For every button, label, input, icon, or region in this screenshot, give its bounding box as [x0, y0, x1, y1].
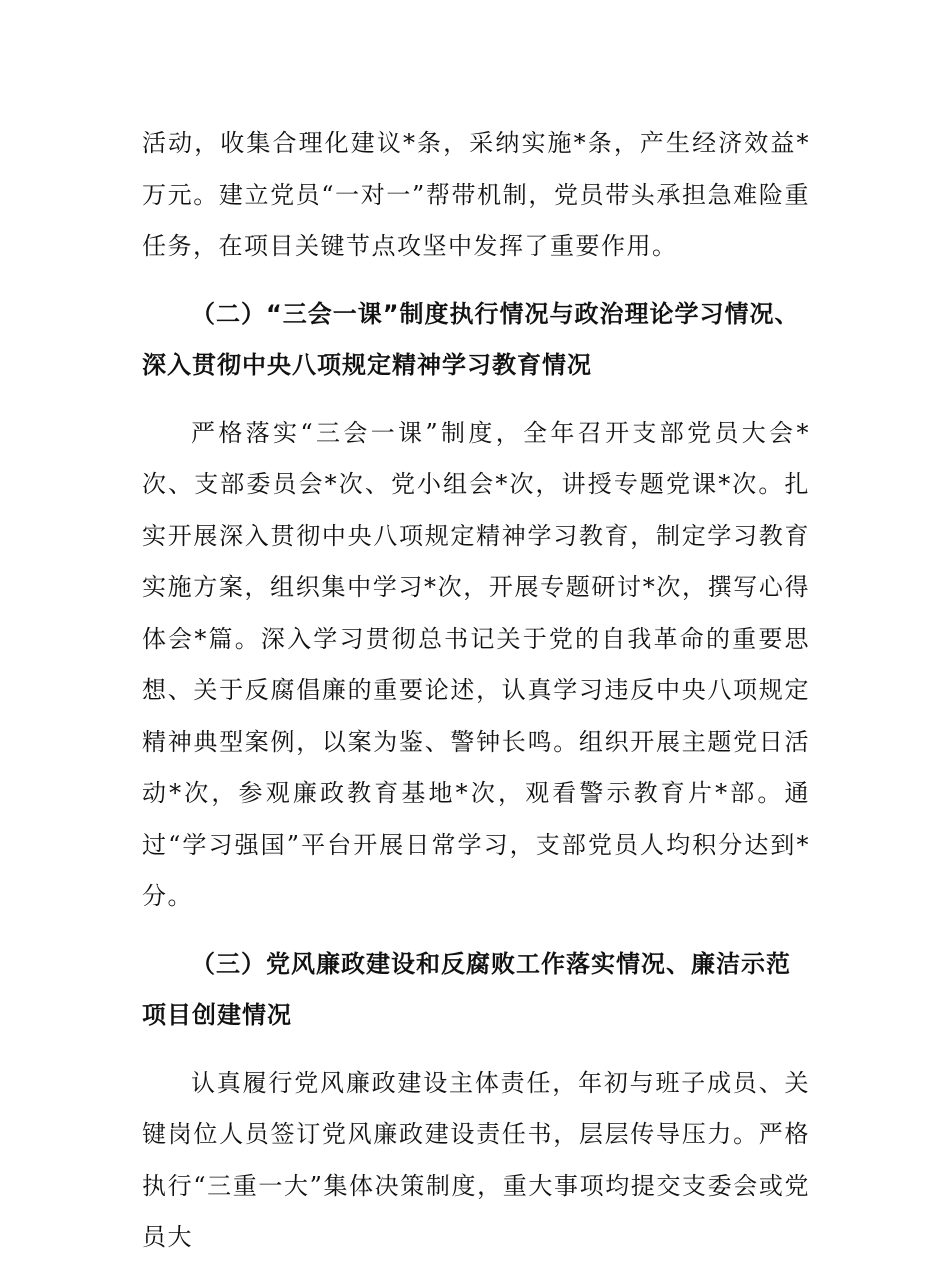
paragraph-continuation: 活动，收集合理化建议*条，采纳实施*条，产生经济效益*万元。建立党员“一对一”帮带机制，党员带头承担急难险重任务，在项目关键节点攻坚中发挥了重要作用。	[142, 129, 810, 260]
section-heading-2: （二）“三会一课”制度执行情况与政治理论学习情况、深入贯彻中央八项规定精神学习教育情况	[142, 299, 800, 379]
spacer	[142, 273, 810, 289]
spacer	[142, 392, 810, 408]
spacer	[142, 1042, 810, 1058]
section-heading-3: （三）党风廉政建设和反腐败工作落实情况、廉洁示范项目创建情况	[142, 949, 791, 1029]
spacer	[142, 923, 810, 939]
document-page	[142, 118, 810, 1264]
paragraph-3: 认真履行党风廉政建设主体责任，年初与班子成员、关键岗位人员签订党风廉政建设责任书，层层传导压力。严格执行“三重一大”集体决策制度，重大事项均提交支委会或党员大	[142, 1068, 810, 1251]
paragraph-2: 严格落实“三会一课”制度，全年召开支部党员大会*次、支部委员会*次、党小组会*次，讲授专题党课*次。扎实开展深入贯彻中央八项规定精神学习教育，制定学习教育实施方案，组织集中学习*次，开展专题研讨*次，撰写心得体会*篇。深入学习贯彻总书记关于党的自我革命的重要思想、关于反腐倡廉的重要论述，认真学习违反中央八项规定精神典型案例，以案为鉴、警钟长鸣。组织开展主题党日活动*次，参观廉政教育基地*次，观看警示教育片*部。通过“学习强国”平台开展日常学习，支部党员人均积分达到*分。	[142, 418, 810, 910]
